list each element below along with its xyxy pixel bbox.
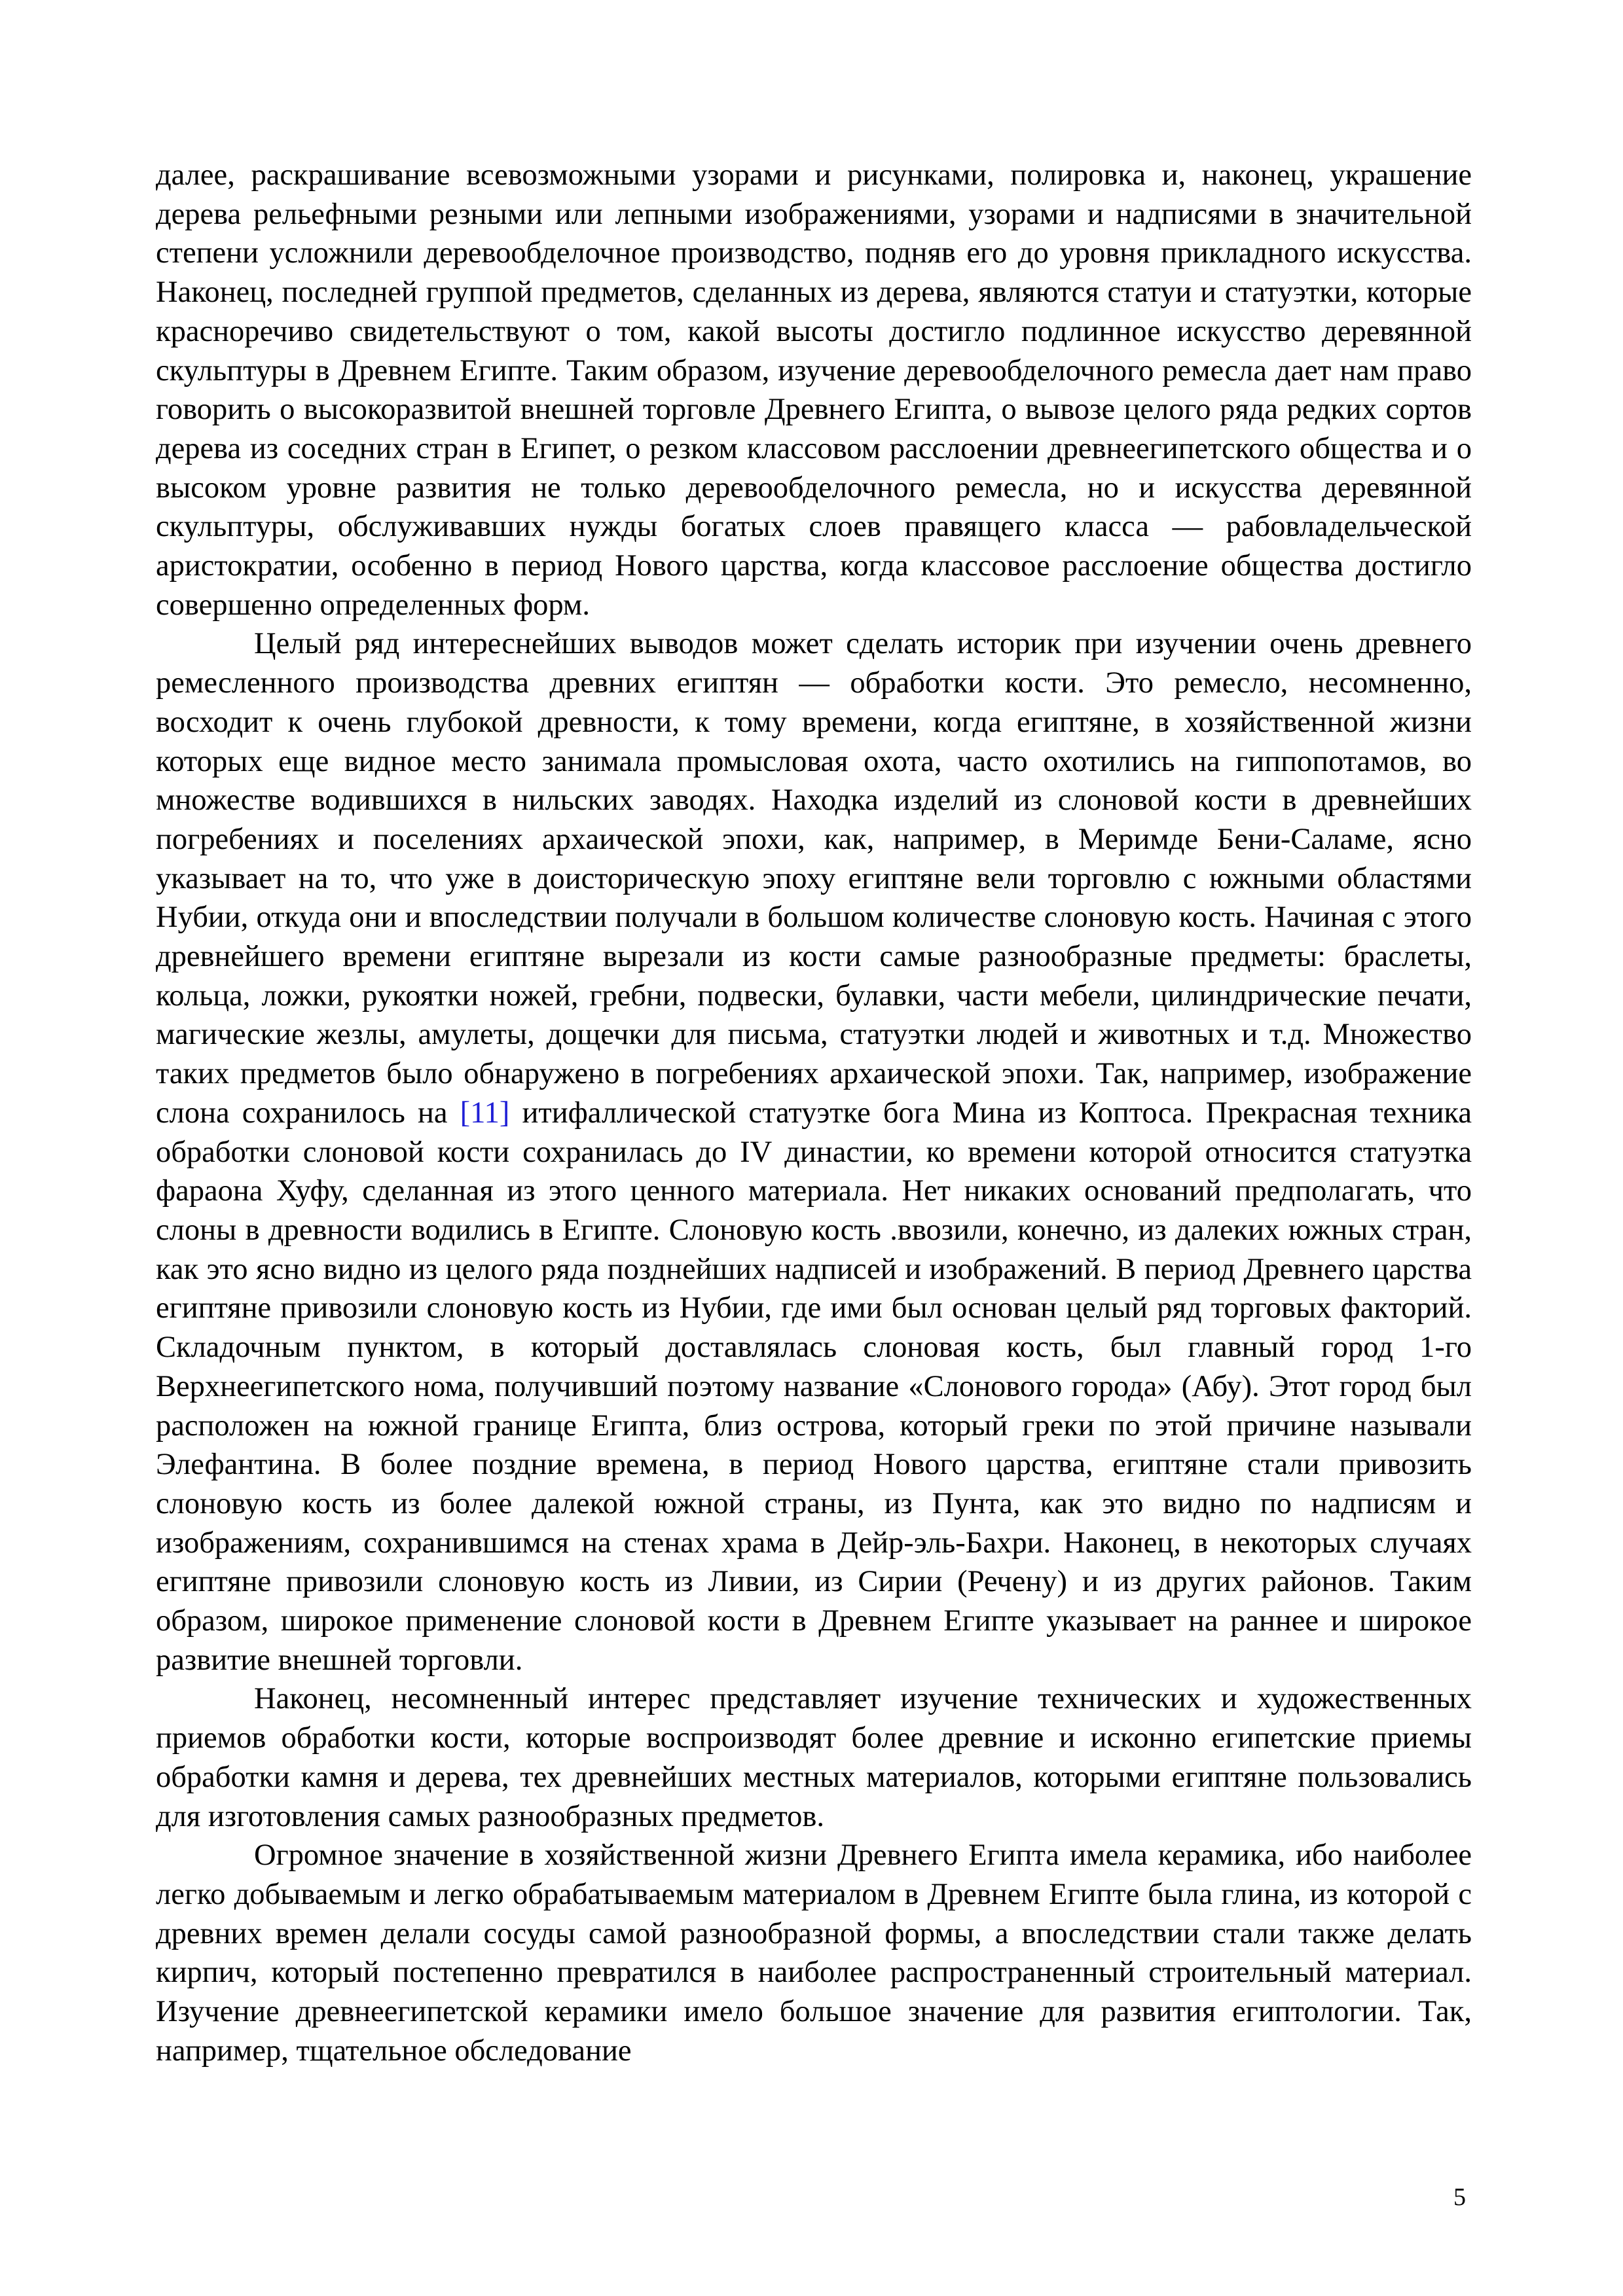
paragraph-bone-techniques: Наконец, несомненный интерес представляет изучение технических и художественных приемов обработки кости, которые воспроизводят более древние и исконно египетские приемы обработки камня и дерева, тех древнейших местных материалов, которыми египтяне пользовались для изготовления самых разнообразных предметов. (156, 1682, 1472, 1833)
page-number: 5 (1453, 2183, 1466, 2211)
reference-link-11[interactable]: [11] (460, 1096, 510, 1130)
paragraph-bone-working-part-2: итифаллической статуэтке бога Мина из Коптоса. Прекрасная техника обработки слоновой кости сохранилась до IV династии, ко времени которой относится статуэтка фараона Хуфу, сделанная из этого ценного материала. Нет никаких оснований предполагать, что слоны в древности водились в Египте. Слоновую кость .ввозили, конечно, из далеких южных стран, как это ясно видно из целого ряда позднейших надписей и изображений. В период Древнего царства египтяне привозили слоновую кость из Нубии, где ими был основан целый ряд торговых факторий. Складочным пунктом, в который доставлялась слоновая кость, был главный город 1-го Верхнеегипетского нома, получивший поэтому название «Слонового города» (Абу). Этот город был расположен на южной границе Египта, близ острова, который греки по этой причине называли Элефантина. В более поздние времена, в период Нового царства, египтяне стали привозить слоновую кость из более далекой южной страны, из Пунта, как это видно по надписям и изображениям, сохранившимся на стенах храма в Дейр-эль-Бахри. Наконец, в некоторых случаях египтяне привозили слоновую кость из Ливии, из Сирии (Речену) и из других районов. Таким образом, широкое применение слоновой кости в Древнем Египте указывает на раннее и широкое развитие внешней торговли. (156, 1096, 1472, 1677)
paragraph-bone-working (156, 624, 1472, 1679)
paragraph-bone-working-part-1: Целый ряд интереснейших выводов может сделать историк при изучении очень древнего ремесленного производства древних египтян — обработки кости. Это ремесло, несомненно, восходит к очень глубокой древности, к тому времени, когда египтяне, в хозяйственной жизни которых еще видное место занимала промысловая охота, часто охотились на гиппопотамов, во множестве водившихся в нильских заводях. Находка изделий из слоновой кости в древнейших погребениях и поселениях архаической эпохи, как, например, в Меримде Бени-Саламе, ясно указывает на то, что уже в доисторическую эпоху египтяне вели торговлю с южными областями Нубии, откуда они и впоследствии получали в большом количестве слоновую кость. Начиная с этого древнейшего времени египтяне вырезали из кости самые разнообразные предметы: браслеты, кольца, ложки, рукоятки ножей, гребни, подвески, булавки, части мебели, цилиндрические печати, магические жезлы, амулеты, дощечки для письма, статуэтки людей и животных и т.д. Множество таких предметов было обнаружено в погребениях архаической эпохи. Так, например, изображение слона сохранилось на (156, 627, 1472, 1130)
paragraph-ceramics: Огромное значение в хозяйственной жизни Древнего Египта имела керамика, ибо наиболее легко добываемым и легко обрабатываемым материалом в Древнем Египте была глина, из которой с древних времен делали сосуды самой разнообразной формы, а впоследствии стали также делать кирпич, который постепенно превратился в наиболее распространенный строительный материал. Изучение древнеегипетской керамики имело большое значение для развития египтологии. Так, например, тщательное обследование (156, 1839, 1472, 2068)
paragraph-woodworking-conclusion: далее, раскрашивание всевозможными узорами и рисунками, полировка и, наконец, украшение дерева рельефными резными или лепными изображениями, узорами и надписями в значительной степени усложнили деревообделочное производство, подняв его до уровня прикладного искусства. Наконец, последней группой предметов, сделанных из дерева, являются статуи и статуэтки, которые красноречиво свидетельствуют о том, какой высоты достигло подлинное искусство деревянной скульптуры в Древнем Египте. Таким образом, изучение деревообделочного ремесла дает нам право говорить о высокоразвитой внешней торговле Древнего Египта, о вывозе целого ряда редких сортов дерева из соседних стран в Египет, о резком классовом расслоении древнеегипетского общества и о высоком уровне развития не только деревообделочного ремесла, но и искусства деревянной скульптуры, обслуживавших нужды богатых слоев правящего класса — рабовладельческой аристократии, особенно в период Нового царства, когда классовое расслоение общества достигло совершенно определенных форм. (156, 158, 1472, 622)
body-text (156, 156, 1472, 2070)
